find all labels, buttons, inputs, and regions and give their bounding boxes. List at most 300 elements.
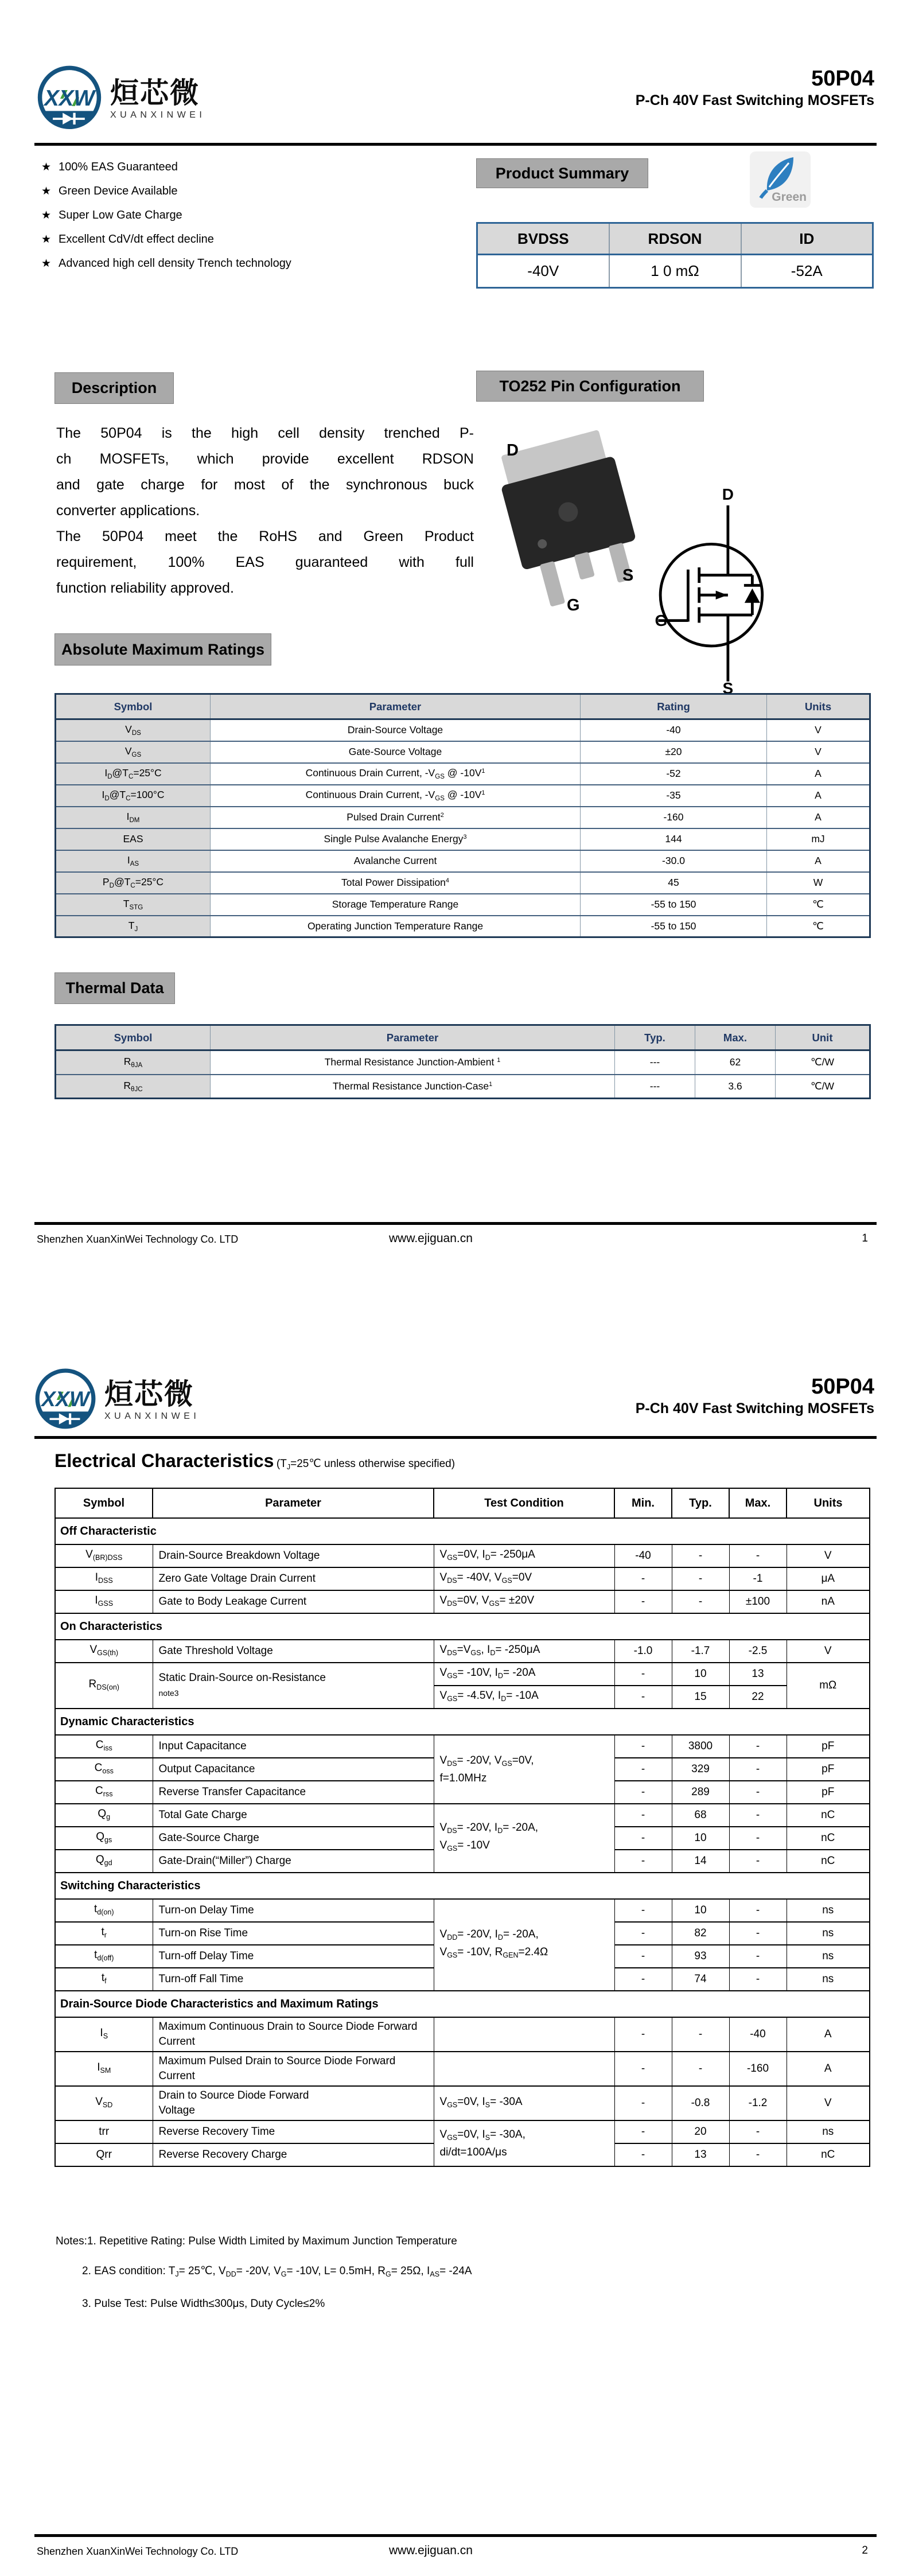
table-cell: Reverse Transfer Capacitance [153,1781,434,1804]
section-row [55,1991,870,2017]
table-cell: - [614,1804,672,1827]
pin-config-label: TO252 Pin Configuration [476,371,704,402]
datasheet-page-2 [0,1288,911,2576]
elec-characteristics-table [54,1488,869,2167]
table-cell: 10 [672,1663,729,1686]
column-header: Units [787,1488,870,1518]
header-row [55,1488,870,1518]
table-cell: Reverse Recovery Charge [153,2143,434,2166]
column-header: Symbol [55,1488,153,1518]
column-header: Max. [729,1488,787,1518]
symbol-label-d: D [722,487,734,504]
table-cell: - [729,1735,787,1758]
table-row [55,1590,870,1613]
elec-characteristics-title [54,1450,455,1472]
data-table [476,222,874,289]
table-row [55,1567,870,1590]
table-cell: Single Pulse Avalanche Energy$^3$ [211,828,581,850]
table-cell: - [672,2052,729,2086]
table-cell: nC [787,1827,870,1850]
table-cell: - [614,1567,672,1590]
table-cell: Qrr [55,2143,153,2166]
logo-icon [36,64,103,133]
table-cell: -55 to 150 [581,916,767,937]
table-cell: trr [55,2120,153,2143]
table-cell: Gate-Source Charge [153,1827,434,1850]
column-header: Parameter [153,1488,434,1518]
table-cell: Reverse Recovery Time [153,2120,434,2143]
footer-rule [34,2534,877,2537]
table-row [55,1544,870,1567]
table-cell: $I_{AS}$ [56,850,211,872]
diode-bar [744,584,761,587]
table-cell: 10 [672,1899,729,1922]
header-row [477,223,873,255]
table-cell: -40 [614,1544,672,1567]
table-cell: 329 [672,1758,729,1781]
elec-title-note: ($T_J=25℃$ unless otherwise specified) [276,1458,456,1471]
table-cell: A [787,2017,870,2052]
green-badge-text: Green [772,190,807,204]
table-cell: Output Capacitance [153,1758,434,1781]
table-cell: $t_f$ [55,1968,153,1991]
table-cell: $I_{DM}$ [56,807,211,828]
table-row [56,1075,870,1099]
feature-list [41,158,305,279]
section-label: Dynamic Characteristics [55,1709,870,1735]
table-cell: ns [787,1945,870,1968]
footer-rule [34,1222,877,1225]
table-row [55,1640,870,1663]
section-label: On Characteristics [55,1613,870,1640]
table-cell: $I_{SM}$ [55,2052,153,2086]
table-cell: $V_{DS}= -20V$, $I_D= -20A$, $V_{GS}= -10V$ [434,1804,614,1873]
table-row [55,2120,870,2143]
table-row [56,1050,870,1075]
doc-title-block [636,66,874,110]
column-header: Max. [695,1025,776,1050]
table-cell: - [614,2143,672,2166]
table-cell: Gate-Source Voltage [211,741,581,763]
package-pin [540,561,566,607]
company-logo [36,64,205,133]
table-cell: Pulsed Drain Current$^2$ [211,807,581,828]
page-number: 2 [862,2544,868,2556]
description-text: The 50P04 is the high cell density trenched P- ch MOSFETs, which provide excellent RDSON and gate charge for most of the synchronous buck converter applications. The 50P04 meet the RoHS and Green Product requirement, 100% EAS guaranteed with full function reliability approved. [56,425,474,596]
table-cell: ±20 [581,741,767,763]
column-header: Units [767,694,870,719]
table-cell: pF [787,1781,870,1804]
column-header: Parameter [211,694,581,719]
table-cell: Turn-on Delay Time [153,1899,434,1922]
data-table [54,693,871,938]
note-line: 3. Pulse Test: Pulse Width≤300μs, Duty Cycle≤2% [82,2298,325,2310]
table-cell: -55 to 150 [581,894,767,916]
table-cell: -52 [581,763,767,785]
package-pin [574,552,595,580]
table-cell: W [767,872,870,894]
table-cell: Gate-Drain(“Miller”) Charge [153,1850,434,1873]
table-row [56,872,870,894]
column-header: Parameter [211,1025,615,1050]
column-header: BVDSS [477,223,609,255]
column-header: Typ. [615,1025,695,1050]
table-cell: $V_{DS}= -20V$, $V_{GS}=0V$, f=1.0MHz [434,1735,614,1804]
feature-item: ★ 100% EAS Guaranteed [41,158,305,176]
table-cell: nA [787,1590,870,1613]
table-cell: -35 [581,785,767,807]
section-row [55,1873,870,1899]
table-cell: Static Drain-Source on-Resistance note3 [153,1663,434,1709]
table-cell: Maximum Pulsed Drain to Source Diode Forward Current [153,2052,434,2086]
table-cell: ℃/W [776,1050,870,1075]
table-cell: $C_{oss}$ [55,1758,153,1781]
table-cell: - [672,1567,729,1590]
logo-chinese-name: 烜芯微 [104,1378,194,1410]
table-cell: ±100 [729,1590,787,1613]
table-cell: $V_{DS}=0V$, $V_{GS}= \pm 20V$ [434,1590,614,1613]
table-row [55,2086,870,2120]
table-cell: Turn-off Fall Time [153,1968,434,1991]
table-cell: $V_{GS}= -4.5V$, $I_D= -10A$ [434,1686,614,1709]
table-cell: -2.5 [729,1640,787,1663]
table-cell: $V_{SD}$ [55,2086,153,2120]
table-cell: $Q_{gd}$ [55,1850,153,1873]
page-number: 1 [862,1232,868,1244]
table-row [56,916,870,937]
note-line: 2. EAS condition: $T_J=$ 25℃, $V_{DD}= -20V$, $V_G= -10V$, L= 0.5mH, $R_G= 25\Omega$, $I_{AS}= -24A$ [82,2265,472,2278]
table-cell: $V_{GS}=0V$, $I_S= -30A$ [434,2086,614,2120]
table-cell: -1.0 [614,1640,672,1663]
table-row [56,894,870,916]
table-cell: - [614,1850,672,1873]
table-cell: μA [787,1567,870,1590]
column-header: RDSON [609,223,741,255]
table-cell: --- [615,1075,695,1099]
green-badge [750,151,811,208]
doc-subtitle: P-Ch 40V Fast Switching MOSFETs [635,92,874,108]
table-cell: 3.6 [695,1075,776,1099]
table-row [56,785,870,807]
table-cell: $C_{iss}$ [55,1735,153,1758]
table-cell: ℃/W [776,1075,870,1099]
table-cell: $V_{DS}$ [56,719,211,741]
table-cell: - [614,1758,672,1781]
star-bullet-icon: ★ [41,185,52,197]
footer-website: www.ejiguan.cn [389,1232,473,1245]
doc-title-block [636,1374,874,1418]
table-cell: $V_{GS}$ [56,741,211,763]
table-cell: $t_r$ [55,1922,153,1945]
logo-english-name: XUANXINWEI [110,110,206,120]
table-cell: A [767,763,870,785]
abs-max-label: Absolute Maximum Ratings [54,633,271,666]
column-header: Min. [614,1488,672,1518]
logo-icon [33,1367,98,1433]
table-cell: A [787,2052,870,2086]
table-cell: ℃ [767,894,870,916]
table-cell: V [767,719,870,741]
logo-chinese-name: 烜芯微 [110,77,200,109]
table-cell: $C_{rss}$ [55,1781,153,1804]
footer-company: Shenzhen XuanXinWei Technology Co. LTD [37,2546,239,2557]
table-row [56,763,870,785]
table-cell: nC [787,1804,870,1827]
star-bullet-icon: ★ [41,161,52,173]
table-row [55,2017,870,2052]
table-cell: - [672,1544,729,1567]
table-row [55,1735,870,1758]
pin-label-d: D [507,441,519,460]
table-cell: -1.7 [672,1640,729,1663]
table-row [56,850,870,872]
table-cell: ns [787,2120,870,2143]
table-cell: EAS [56,828,211,850]
description-label: Description [54,372,174,404]
column-header: Rating [581,694,767,719]
table-cell: Total Power Dissipation$^4$ [211,872,581,894]
column-header: Test Condition [434,1488,614,1518]
table-cell: -160 [581,807,767,828]
table-cell: 13 [729,1663,787,1686]
table-cell: nC [787,2143,870,2166]
pin-label-s: S [622,566,634,585]
table-cell: 289 [672,1781,729,1804]
table-cell: Continuous Drain Current, $-V_{GS}$ @ $-10V^1$ [211,785,581,807]
table-row [55,1804,870,1827]
table-cell: - [729,1945,787,1968]
table-row [56,828,870,850]
table-cell: - [614,1663,672,1686]
diode-triangle [745,589,760,603]
table-cell: Thermal Resistance Junction-Case$^1$ [211,1075,615,1099]
table-cell: 144 [581,828,767,850]
table-cell: $R_{\theta JC}$ [56,1075,211,1099]
table-cell: - [729,1899,787,1922]
thermal-label: Thermal Data [54,972,175,1004]
table-cell: Input Capacitance [153,1735,434,1758]
table-cell: - [729,1758,787,1781]
table-cell: $R_{DS(on)}$ [55,1663,153,1709]
table-cell: $I_{DSS}$ [55,1567,153,1590]
header-rule [34,1436,877,1439]
header-row [56,694,870,719]
table-cell: ns [787,1968,870,1991]
table-cell: $P_D@T_C=25^\circ C$ [56,872,211,894]
section-row [55,1709,870,1735]
table-cell: 45 [581,872,767,894]
star-bullet-icon: ★ [41,234,52,246]
table-cell: - [729,2143,787,2166]
table-cell: A [767,850,870,872]
feature-item: ★ Green Device Available [41,182,305,200]
header-row [56,1025,870,1050]
table-cell: 68 [672,1804,729,1827]
star-bullet-icon: ★ [41,258,52,270]
table-cell: Maximum Continuous Drain to Source Diode Forward Current [153,2017,434,2052]
table-cell: - [729,2120,787,2143]
feature-item: ★ Super Low Gate Charge [41,207,305,224]
column-header: Symbol [56,694,211,719]
pin-label-g: G [567,596,580,614]
table-row [55,2052,870,2086]
table-row [477,255,873,288]
table-cell: Avalanche Current [211,850,581,872]
notes-block [56,2233,472,2326]
table-cell: Continuous Drain Current, $-V_{GS}$ @ $-10V^1$ [211,763,581,785]
table-cell: -1 [729,1567,787,1590]
section-row [55,1613,870,1640]
logo-acronym: XXW [44,85,95,111]
table-cell: -40 [729,2017,787,2052]
table-cell: $T_J$ [56,916,211,937]
table-cell: - [614,1922,672,1945]
table-cell: nC [787,1850,870,1873]
table-cell: Operating Junction Temperature Range [211,916,581,937]
table-row [56,741,870,763]
elec-title-text: Electrical Characteristics [54,1450,274,1471]
table-cell: Turn-on Rise Time [153,1922,434,1945]
table-cell: $V_{DS}= -40V$, $V_{GS}=0V$ [434,1567,614,1590]
table-cell: mΩ [787,1663,870,1709]
data-table [54,1488,870,2167]
table-cell: ns [787,1899,870,1922]
star-bullet-icon: ★ [41,209,52,221]
column-header: Symbol [56,1025,211,1050]
table-cell: $R_{\theta JA}$ [56,1050,211,1075]
table-cell: - [614,2120,672,2143]
table-cell: -52A [741,255,873,288]
table-cell: $V_{DD}= -20V$, $I_D= -20A$, $V_{GS}= -10V$, $R_{GEN}=2.4\Omega$ [434,1899,614,1991]
table-cell: - [672,2017,729,2052]
table-cell: - [729,1850,787,1873]
table-cell: ns [787,1922,870,1945]
table-cell: -160 [729,2052,787,2086]
table-cell: - [614,1590,672,1613]
table-cell: - [614,1781,672,1804]
table-cell: $V_{GS}=0V$, $I_S= -30A$, di/dt=100A/μs [434,2120,614,2166]
mosfet-symbol [641,487,779,694]
table-cell: $V_{(BR)DSS}$ [55,1544,153,1567]
product-summary-table [476,222,872,289]
table-cell: - [729,1781,787,1804]
table-cell: Drain-Source Voltage [211,719,581,741]
table-cell: - [614,1968,672,1991]
table-cell: - [729,1827,787,1850]
part-number: 50P04 [811,1375,874,1399]
table-cell: $V_{GS}=0V$, $I_D= -250\mu A$ [434,1544,614,1567]
table-row [56,719,870,741]
note-line: Notes:1. Repetitive Rating: Pulse Width Limited by Maximum Junction Temperature [56,2235,457,2247]
table-cell: - [729,1804,787,1827]
table-cell: - [729,1544,787,1567]
table-cell: 1 0 mΩ [609,255,741,288]
section-row [55,1518,870,1544]
table-cell: - [614,2052,672,2086]
table-cell: - [614,1686,672,1709]
table-row [55,1899,870,1922]
table-cell: $T_{STG}$ [56,894,211,916]
table-cell: pF [787,1735,870,1758]
table-cell: $t_{d(off)}$ [55,1945,153,1968]
table-cell: $V_{GS(th)}$ [55,1640,153,1663]
table-cell: -0.8 [672,2086,729,2120]
feature-item: ★ Excellent CdV/dt effect decline [41,231,305,248]
footer-company: Shenzhen XuanXinWei Technology Co. LTD [37,1233,239,1245]
logo-english-name: XUANXINWEI [104,1411,200,1421]
table-cell: - [614,1899,672,1922]
table-cell: - [614,1735,672,1758]
table-cell: 3800 [672,1735,729,1758]
section-label: Off Characteristic [55,1518,870,1544]
table-row [55,1663,870,1686]
table-cell: -40V [477,255,609,288]
table-cell: Total Gate Charge [153,1804,434,1827]
table-cell: Gate Threshold Voltage [153,1640,434,1663]
section-label: Drain-Source Diode Characteristics and Maximum Ratings [55,1991,870,2017]
table-cell: A [767,807,870,828]
abs-max-table [54,693,869,938]
table-cell: $t_{d(on)}$ [55,1899,153,1922]
table-cell: Drain-Source Breakdown Voltage [153,1544,434,1567]
table-cell: $Q_g$ [55,1804,153,1827]
company-logo [33,1367,200,1433]
table-cell: 93 [672,1945,729,1968]
table-cell: 74 [672,1968,729,1991]
arrow-head [716,590,727,599]
package-photo [484,408,656,618]
table-cell: -1.2 [729,2086,787,2120]
table-cell: Thermal Resistance Junction-Ambient $^1$ [211,1050,615,1075]
table-cell: A [767,785,870,807]
table-cell: V [787,1544,870,1567]
table-cell: Turn-off Delay Time [153,1945,434,1968]
table-cell [434,2017,614,2052]
symbol-label-s: S [722,679,734,694]
footer-website: www.ejiguan.cn [389,2544,473,2557]
table-cell: $I_D@T_C=25^\circ C$ [56,763,211,785]
table-cell: Gate to Body Leakage Current [153,1590,434,1613]
table-cell: $V_{GS}= -10V$, $I_D= -20A$ [434,1663,614,1686]
table-cell: 14 [672,1850,729,1873]
feature-item: ★ Advanced high cell density Trench technology [41,255,305,273]
table-cell: - [729,1968,787,1991]
table-cell: -30.0 [581,850,767,872]
table-cell: - [614,1945,672,1968]
table-cell: - [672,1590,729,1613]
table-cell: 13 [672,2143,729,2166]
thermal-table [54,1024,869,1099]
column-header: Typ. [672,1488,729,1518]
table-cell: $I_D@T_C=100^\circ C$ [56,785,211,807]
table-cell: Drain to Source Diode Forward Voltage [153,2086,434,2120]
symbol-label-g: G [655,612,668,630]
table-cell: Storage Temperature Range [211,894,581,916]
table-cell: V [767,741,870,763]
table-cell: $I_S$ [55,2017,153,2052]
table-cell: -40 [581,719,767,741]
table-cell: V [787,2086,870,2120]
table-cell: ℃ [767,916,870,937]
table-cell: $Q_{gs}$ [55,1827,153,1850]
table-cell: pF [787,1758,870,1781]
table-cell: - [614,1827,672,1850]
table-cell: 82 [672,1922,729,1945]
data-table [54,1024,871,1099]
logo-acronym: XXW [41,1387,89,1411]
table-cell: V [787,1640,870,1663]
column-header: ID [741,223,873,255]
